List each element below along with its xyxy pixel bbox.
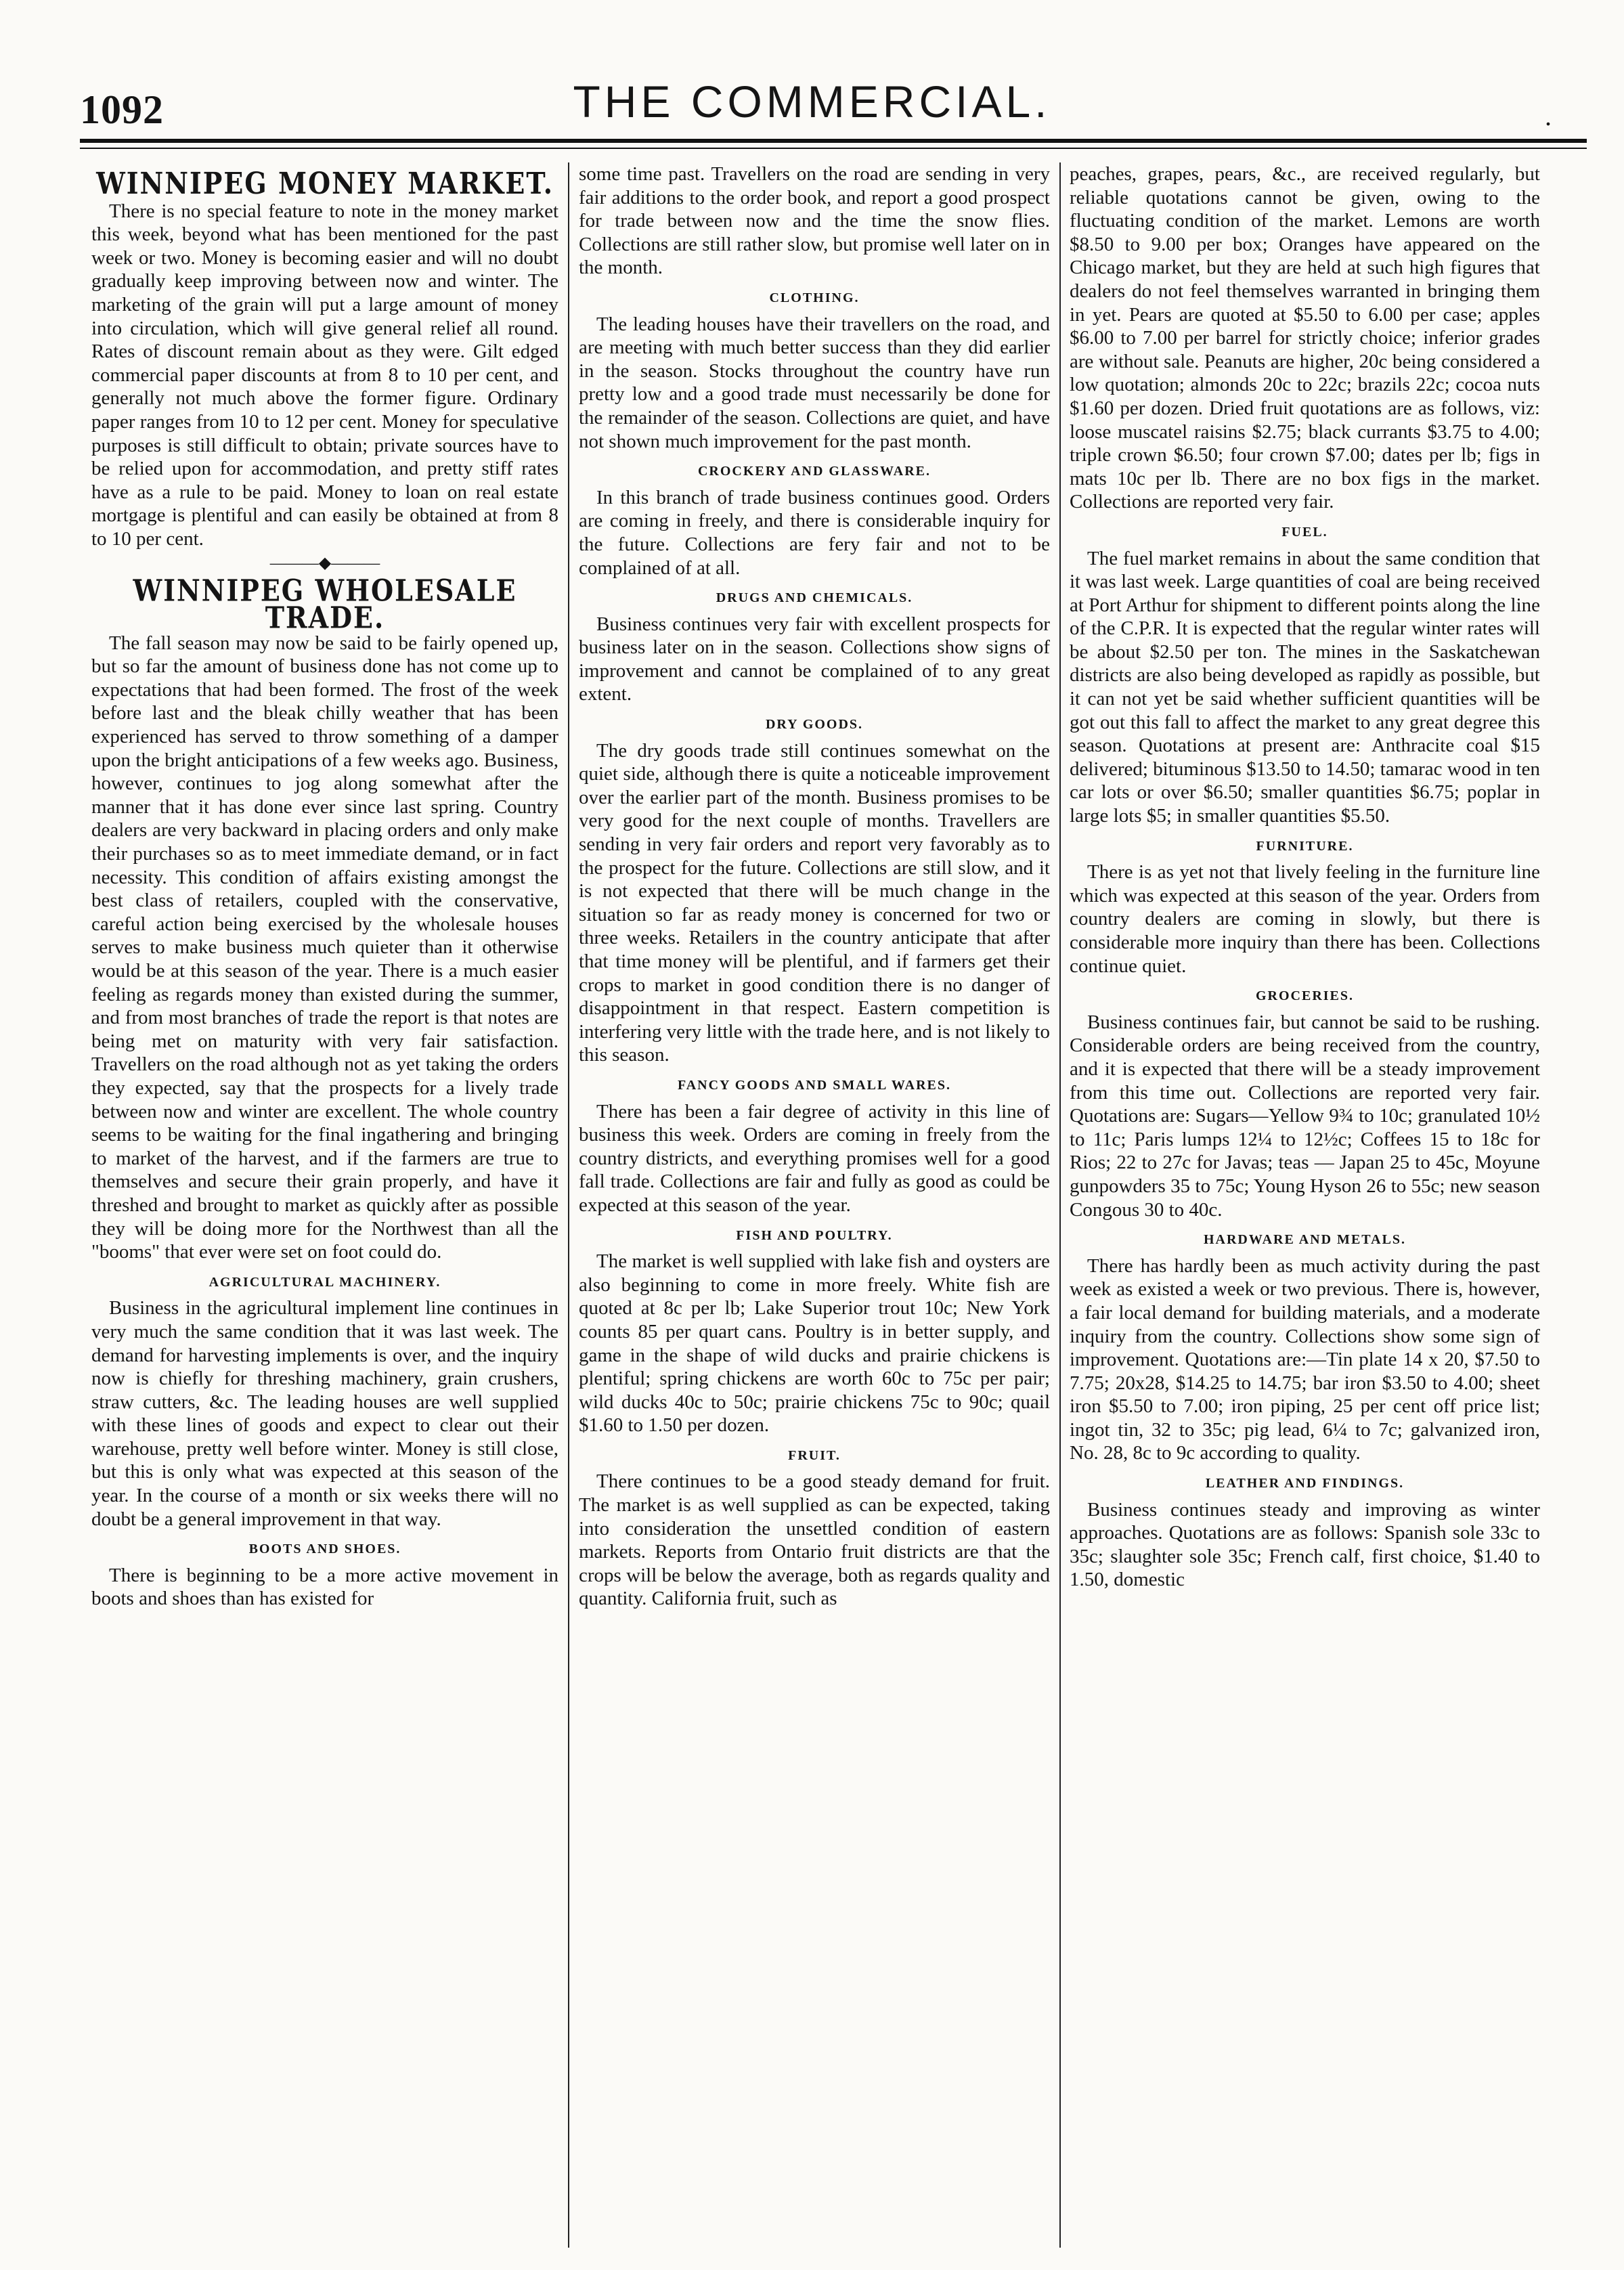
heading-fruit: FRUIT. — [788, 1447, 841, 1463]
boots-and-shoes-continued: some time past. Travellers on the road are sending in very fair additions to the order book, and report a good prospect for trade between now and the time the snow flies. Collections are still rather slow, but promise well later on in the month. — [579, 163, 1050, 279]
groceries-body: Business continues fair, but cannot be said to be rushing. Considerable orders are being received from the country, and it is expected that there will be a steady improvement from this time out. Collections are reported very fair. Quotations are: Sugars—Yellow 9¾ to 10c; granulated 10½ to 11c; Paris lumps 12¼ to 12½c; Coffees 15 to 18c for Rios; 22 to 27c for Javas; teas — Japan 25 to 45c, Moyune gunpowders 35 to 75c; Young Hyson 26 to 55c; new season Congous 30 to 40c. — [1070, 1011, 1540, 1221]
section-title-wholesale-trade: WINNIPEG WHOLESALE TRADE. — [133, 572, 517, 634]
wholesale-trade-body: The fall season may now be said to be fairly opened up, but so far the amount of business done has not come up to expectations that had been formed. The frost of the week before last and the bleak chilly weather that has been experienced has served to throw something of a damper upon the bright anticipations of a few weeks ago. Business, however, continues to jog along somewhat after the manner that it has done ever since last spring. Country dealers are very backward in placing orders and only make their purchases so as to meet immediate demand, or in fact necessity. This condition of affairs existing amongst the best class of retailers, coupled with the conservative, careful action being exercised by the wholesale houses serves to make business much quieter than it otherwise would be at this season of the year. There is a much easier feeling as regards money than existed during the summer, and from most branches of trade the report is that notes are being met on maturity with very fair satisfaction. Travellers on the road although not as yet taking the orders they expected, say that the prospects for a lively trade between now and winter are excellent. The whole country seems to be waiting for the final ingathering and bringing to market of the harvest, and if the farmers are true to themselves and secure their grain properly, and have it threshed and brought to market as quickly after as possible they will be doing more for the Northwest than all the "booms" that ever were set on foot could do. — [91, 632, 558, 1263]
agricultural-machinery-body: Business in the agricultural implement line continues in very much the same condition that it was last week. The demand for harvesting implements is over, and the inquiry now is chiefly for threshing machinery, grain crushers, straw cutters, &c. The leading houses are well supplied with these lines of goods and expect to clear out their warehouse, pretty well before winter. Money is still close, but this is only what was expected at this season of the year. In the course of a month or six weeks there will no doubt be a general improvement in that way. — [91, 1297, 558, 1530]
masthead-trailing-mark: . — [1545, 101, 1552, 131]
dry-goods-body: The dry goods trade still continues somewhat on the quiet side, although there is quite a noticeable improvement over the earlier part of the month. Business promises to be very good for the next couple of months. Travellers are sending in very fair orders and report very favorably as to the prospect for the future. Collections are still slow, and it is not expected that there will be much change in the situation so far as ready money is concerned for two or three weeks. Retailers in the country anticipate that after that time money will be plentiful, and if farmers get their crops to market in good condition there is no danger of disappointment in that respect. Eastern competition is interfering very little with the trade here, and is not likely to this season. — [579, 739, 1050, 1066]
heading-crockery-glassware: CROCKERY AND GLASSWARE. — [697, 464, 931, 479]
column-divider-1 — [568, 162, 569, 2248]
heading-drugs-chemicals: DRUGS AND CHEMICALS. — [716, 590, 913, 606]
masthead-title: THE COMMERCIAL. — [573, 77, 1051, 127]
heading-leather-findings: LEATHER AND FINDINGS. — [1205, 1476, 1405, 1491]
heading-dry-goods: DRY GOODS. — [765, 717, 864, 733]
clothing-body: The leading houses have their travellers on the road, and are meeting with much better success than they did earlier in the season. Stocks throughout the country have run pretty low and a good trade must necessarily be done for the remainder of the season. Collections are quiet, and have not shown much improvement for the past month. — [579, 313, 1050, 452]
header-rule-thin — [80, 148, 1587, 149]
heading-groceries: GROCERIES. — [1255, 988, 1355, 1004]
fancy-goods-body: There has been a fair degree of activity in this line of business this week. Orders are coming in freely from the country districts, and everything promises well for a good fall trade. Collections are fair and fully as good as could be expected at this season of the year. — [579, 1100, 1050, 1216]
page-header — [0, 0, 1624, 142]
fruit-body: There continues to be a good steady demand for fruit. The market is as well supplied as can be expected, taking into consideration the unsettled condition of eastern markets. Reports from Ontario fruit districts are that the crops will be below the average, both as regards quality and quantity. California fruit, such as — [579, 1470, 1050, 1610]
boots-and-shoes-body: There is beginning to be a more active movement in boots and shoes than has existed for — [91, 1564, 558, 1610]
column-divider-2 — [1059, 162, 1061, 2248]
heading-fancy-goods: FANCY GOODS AND SMALL WARES. — [677, 1077, 952, 1093]
fish-poultry-body: The market is well supplied with lake fish and oysters are also beginning to come in more freely. White fish are quoted at 8c per lb; Lake Superior trout 10c; New York counts 85 per quart cans. Poultry is in better supply, and game in the shape of wild ducks and prairie chickens is plentiful; spring chickens are worth 60c to 75c per pair; wild ducks 40c to 50c; prairie chickens 75c to 90c; quail $1.60 to 1.50 per dozen. — [579, 1250, 1050, 1437]
money-market-body: There is no special feature to note in the money market this week, beyond what has been mentioned for the past week or two. Money is becoming easier and will no doubt gradually keep improving between now and winter. The marketing of the grain will put a large amount of money into circulation, which will give general relief all round. Rates of discount remain about as they were. Gilt edged commercial paper discounts at from 8 to 10 per cent, and generally not much above the former figure. Ordinary paper ranges from 10 to 12 per cent. Money for speculative purposes is still difficult to obtain; private sources have to be relied upon for accommodation, and pretty stiff rates have as a rule to be paid. Money to loan on real estate mortgage is plentiful and can easily be obtained at from 8 to 10 per cent. — [91, 200, 558, 550]
hardware-metals-body: There has hardly been as much activity during the past week as existed a week or two previous. There is, however, a fair local demand for building materials, and a moderate inquiry from the country. Collections show some sign of improvement. Quotations are:—Tin plate 14 x 20, $7.50 to 7.75; 20x28, $14.25 to 14.75; bar iron $3.50 to 4.00; sheet iron $5.50 to 7.00; iron piping, 25 per cent off price list; ingot tin, 32 to 35c; pig lead, 6¼ to 7c; galvanized iron, No. 28, 8c to 9c according to quality. — [1070, 1254, 1540, 1464]
column-1 — [91, 162, 558, 2254]
heading-furniture: FURNITURE. — [1256, 838, 1354, 854]
heading-fuel: FUEL. — [1281, 524, 1328, 540]
heading-clothing: CLOTHING. — [769, 290, 860, 305]
leather-findings-body: Business continues steady and improving as winter approaches. Quotations are as follows: Spanish sole 33c to 35c; slaughter sole 35c; French calf, first choice, $1.40 to 1.50, domestic — [1070, 1498, 1540, 1591]
header-rule-thick — [80, 139, 1587, 143]
fruit-continued: peaches, grapes, pears, &c., are received regularly, but reliable quotations cannot be given, owing to the fluctuating condition of the market. Lemons are worth $8.50 to 9.00 per box; Oranges have appeared on the Chicago market, but they are held at such high figures that dealers do not feel themselves warranted in bringing them in yet. Pears are quoted at $5.50 to 6.00 per case; apples $6.00 to 7.00 per barrel for strictly choice; inferior grades are without sale. Peanuts are higher, 20c being considered a low quotation; almonds 20c to 22c; brazils 22c; cocoa nuts $1.60 per dozen. Dried fruit quotations are as follows, viz: loose muscatel raisins $2.75; black currants $3.75 to 4.00; triple crown $6.50; four crown $7.00; dates per lb; figs in mats 10c per lb. There are no box figs in the market. Collections are reported very fair. — [1070, 163, 1540, 513]
heading-hardware-metals: HARDWARE AND METALS. — [1203, 1232, 1407, 1248]
section-separator: ———◆——— — [269, 554, 380, 572]
heading-fish-poultry: FISH AND POULTRY. — [736, 1227, 893, 1243]
fuel-body: The fuel market remains in about the same condition that it was last week. Large quantities of coal are being received at Port Arthur for shipment to different points along the line of the C.P.R. It is expected that the regular winter rates will be about $2.50 per ton. The mines in the Saskatchewan districts are also being developed as rapidly as possible, but it can not yet be said whether sufficient quantities will be got out this fall to affect the market to any great degree this season. Quotations at present are: Anthracite coal $15 delivered; bituminous $13.50 to 14.50; tamarac wood in ten car lots or over $6.50; smaller quantities $6.75; poplar in large lots $5; in smaller quantities $5.50. — [1070, 547, 1540, 827]
heading-agricultural-machinery: AGRICULTURAL MACHINERY. — [209, 1274, 441, 1290]
column-3 — [1070, 162, 1540, 2254]
page-number: 1092 — [80, 87, 164, 132]
furniture-body: There is as yet not that lively feeling in the furniture line which was expected at this season of the year. Orders from country dealers are coming in slowly, but there is considerable more inquiry than there has been. Collections continue quiet. — [1070, 861, 1540, 977]
crockery-glassware-body: In this branch of trade business continues good. Orders are coming in freely, and there is considerable inquiry for the future. Collections are fery fair and not to be complained of at all. — [579, 486, 1050, 579]
heading-boots-and-shoes: BOOTS AND SHOES. — [248, 1542, 401, 1557]
column-2 — [579, 162, 1050, 2254]
drugs-chemicals-body: Business continues very fair with excellent prospects for business later on in the season. Collections show signs of improvement and cannot be complained of to any great extent. — [579, 613, 1050, 705]
section-title-money-market: WINNIPEG MONEY MARKET. — [96, 165, 554, 201]
